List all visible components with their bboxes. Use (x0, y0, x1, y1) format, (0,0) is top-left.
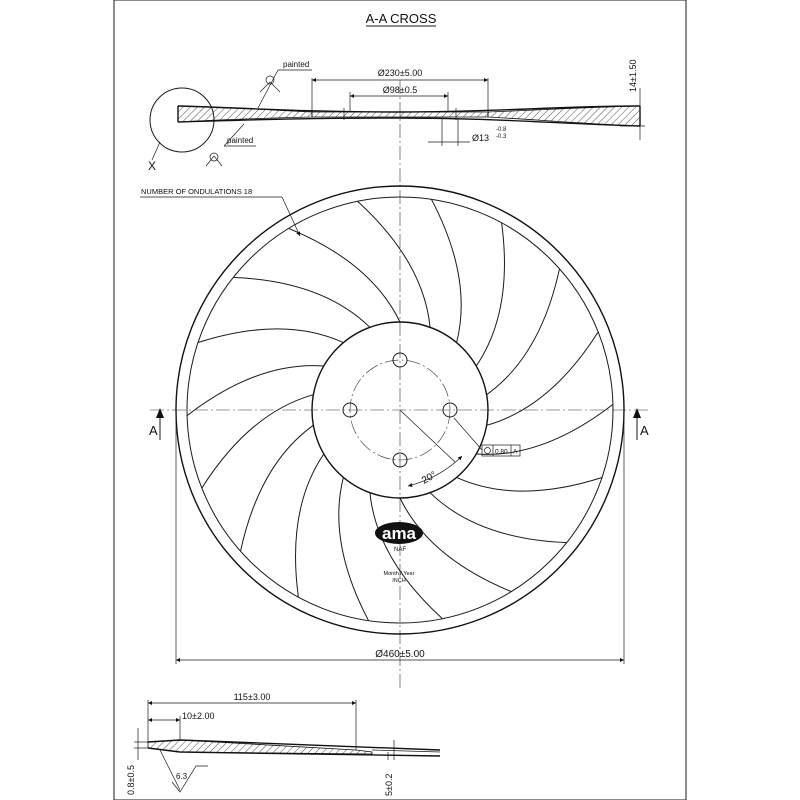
ondulation-line (233, 277, 370, 327)
roughness-text: 6.3 (176, 772, 188, 781)
ondulation-line (400, 498, 511, 592)
painted-bottom-text: painted (227, 136, 254, 145)
ondulation-line (430, 493, 567, 543)
cross-section-view (148, 60, 645, 690)
detail-marker-text: X (148, 159, 157, 173)
ondulation-line (289, 228, 400, 322)
ondulation-line (487, 269, 560, 395)
section-mark-right: A (640, 423, 649, 438)
ondulation-line (241, 425, 314, 551)
section-arrow-left-head (156, 408, 164, 418)
ondulations-leader-diag (282, 197, 300, 236)
painted-top-text: painted (283, 60, 310, 69)
stamp-line2: INCH (392, 578, 406, 584)
dim-10-text: 10±2.00 (182, 711, 215, 721)
dim-115-text: 115±3.00 (233, 692, 271, 702)
dim-460-text: Ø460±5.00 (375, 649, 425, 660)
ondulations-label: NUMBER OF ONDULATIONS 18 (141, 187, 253, 196)
dim-13-tol-upper: -0.8 (496, 127, 507, 133)
dim-230-text: Ø230±5.00 (377, 68, 423, 78)
logo-sub-text: NAF (394, 547, 406, 553)
dim-5-text: 5±0.2 (384, 773, 394, 796)
tolerance-leader (454, 418, 482, 450)
dim-08-text: 0.8±0.5 (126, 765, 136, 795)
painted-top-symbol (260, 82, 280, 92)
tolerance-datum: A (513, 448, 518, 456)
ondulation-line (187, 366, 324, 416)
ondulation-line (476, 223, 504, 366)
logo-text: ama (381, 524, 417, 543)
ondulation-line (296, 454, 324, 597)
ondulation-line (198, 329, 343, 343)
painted-bottom-circle (210, 153, 218, 161)
dim-14-text: 14±1.50 (628, 59, 638, 92)
ondulation-line (476, 404, 613, 454)
section-arrow-right-head (633, 408, 641, 418)
dim-13-text: Ø13 (472, 133, 490, 143)
angle-text: 20° (420, 469, 439, 487)
ondulation-line (487, 332, 599, 425)
plan-view (140, 186, 650, 664)
roughness-leader (160, 750, 180, 790)
ondulation-line (339, 477, 369, 620)
painted-top-leader (258, 70, 278, 108)
dim-98-text: Ø98±0.5 (382, 85, 418, 95)
ondulation-line (202, 395, 313, 488)
detail-leader-x (152, 142, 160, 160)
section-mark-left: A (149, 423, 158, 438)
drawing-title: A-A CROSS (365, 11, 437, 26)
edge-detail-view (126, 692, 440, 796)
ondulation-line (431, 199, 461, 342)
ondulation-line (457, 477, 602, 491)
brand-logo (375, 522, 423, 544)
position-tolerance-icon (485, 448, 491, 454)
angle-ray-a (400, 410, 455, 462)
stamp-line1: Month / Year (383, 571, 415, 577)
dim-13-tol-lower: -0.3 (496, 134, 507, 140)
ondulation-line (358, 201, 431, 327)
ondulation-line (370, 493, 443, 619)
tolerance-value: 0.80 (495, 448, 508, 456)
